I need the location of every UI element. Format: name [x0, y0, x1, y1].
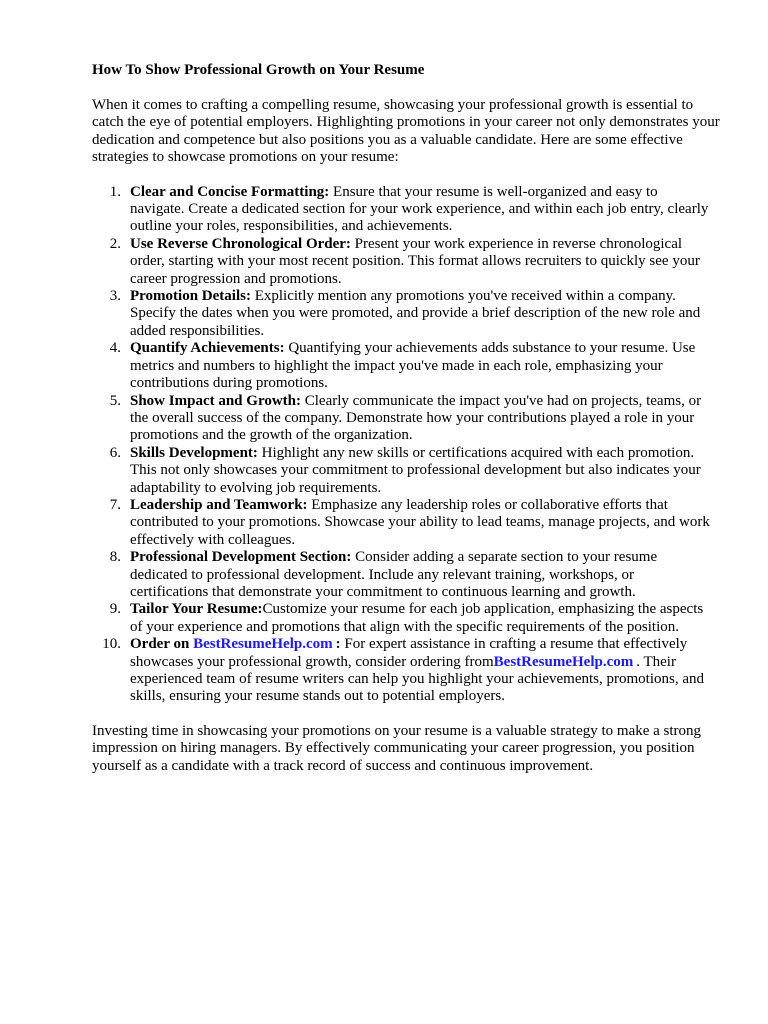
list-item-text: Ensure that your resume is well-organized and easy to navigate. Create a dedicated section for your work experience, and within each job entry, clearly outline your roles, responsibilities, and achievements.	[130, 183, 709, 235]
list-item	[92, 288, 712, 340]
list-item-text: Quantifying your achievements adds substance to your resume. Use metrics and numbers to highlight the impact you've made in each role, emphasizing your contributions during promotions.	[130, 340, 696, 392]
list-item-heading: Tailor Your Resume:	[130, 601, 263, 618]
bestresumehelp-link-inline[interactable]: BestResumeHelp.com	[493, 653, 634, 670]
list-item-number: 2.	[109, 235, 121, 252]
list-item-number: 6.	[109, 444, 121, 461]
list-item-number: 8.	[109, 549, 121, 566]
list-item-number: 3.	[109, 288, 121, 305]
list-item-text: Customize your resume for each job application, emphasizing the aspects of your experience and promotions that align with the specific requirements of the position.	[130, 601, 704, 635]
list-item-text: Consider adding a separate section to your resume dedicated to professional development. Include any relevant training, workshops, or certifications that demonstrate your commitment to continuous learning and growth.	[130, 549, 658, 600]
list-item	[92, 340, 712, 392]
list-item	[92, 445, 712, 497]
list-item-number: 4.	[109, 340, 121, 357]
list-item-text: Emphasize any leadership roles or collaborative efforts that contributed to your promotions. Showcase your ability to lead teams, manage projects, and work effectively with colleagues.	[130, 496, 710, 548]
list-item-number: 7.	[109, 496, 121, 513]
list-item-heading: Use Reverse Chronological Order:	[130, 235, 351, 252]
list-item-text: Highlight any new skills or certifications acquired with each promotion. This not only showcases your commitment to professional development but also indicates your adaptability to evolving job requirements.	[130, 444, 701, 496]
list-item-heading: Leadership and Teamwork:	[130, 496, 308, 513]
list-item-heading: Show Impact and Growth:	[130, 392, 301, 409]
list-item-number: 10.	[102, 636, 121, 653]
list-item	[92, 549, 712, 601]
list-item-number: 9.	[109, 601, 121, 618]
list-item-heading: Clear and Concise Formatting:	[130, 183, 330, 200]
list-item-text: Clearly communicate the impact you've had on projects, teams, or the overall success of the company. Demonstrate how your contributions played a role in your promotions and the growth of the organization.	[130, 392, 702, 444]
list-item-heading: Professional Development Section:	[130, 549, 352, 566]
list-item-heading: Skills Development:	[130, 444, 258, 461]
list-item-heading: Order on	[130, 636, 190, 653]
list-item-heading: Promotion Details:	[130, 288, 251, 305]
list-item-text: Present your work experience in reverse chronological order, starting with your most recent position. This format allows recruiters to quickly see your career progression and promotions.	[130, 235, 700, 287]
list-item	[92, 393, 712, 445]
intro-paragraph: When it comes to crafting a compelling resume, showcasing your professional growth is essential to catch the eye of potential employers. Highlighting promotions in your career not only demonstrates your dedication and competence but also positions you as a valuable candidate. Here are some effective strategies to showcase promotions on your resume:	[92, 97, 720, 166]
list-item	[92, 184, 712, 236]
list-item-text: For expert assistance in crafting a resume that effectively showcases your professional growth, consider ordering from	[130, 636, 688, 670]
heading-colon: :	[335, 636, 341, 653]
bestresumehelp-link[interactable]: BestResumeHelp.com	[193, 636, 333, 653]
list-item	[92, 497, 712, 549]
conclusion-paragraph: Investing time in showcasing your promotions on your resume is a valuable strategy to make a strong impression on hiring managers. By effectively communicating your career progression, you position yourself as a candidate with a track record of success and continuous improvement.	[92, 722, 702, 774]
list-item-number: 1.	[109, 183, 121, 200]
list-item-order	[92, 636, 712, 706]
list-item	[92, 601, 712, 636]
strategy-list	[92, 184, 718, 706]
list-item	[92, 236, 712, 288]
list-item-heading: Quantify Achievements:	[130, 340, 285, 357]
document-title: How To Show Professional Growth on Your Resume	[92, 62, 425, 78]
list-item-text-after-link: . Their experienced team of resume writers can help you highlight your achievements, promotions, and skills, ensuring your resume stands out to potential employers.	[130, 653, 704, 705]
list-item-text: Explicitly mention any promotions you've received within a company. Specify the dates when you were promoted, and provide a brief description of the new role and added responsibilities.	[130, 288, 701, 339]
list-item-number: 5.	[109, 392, 121, 409]
